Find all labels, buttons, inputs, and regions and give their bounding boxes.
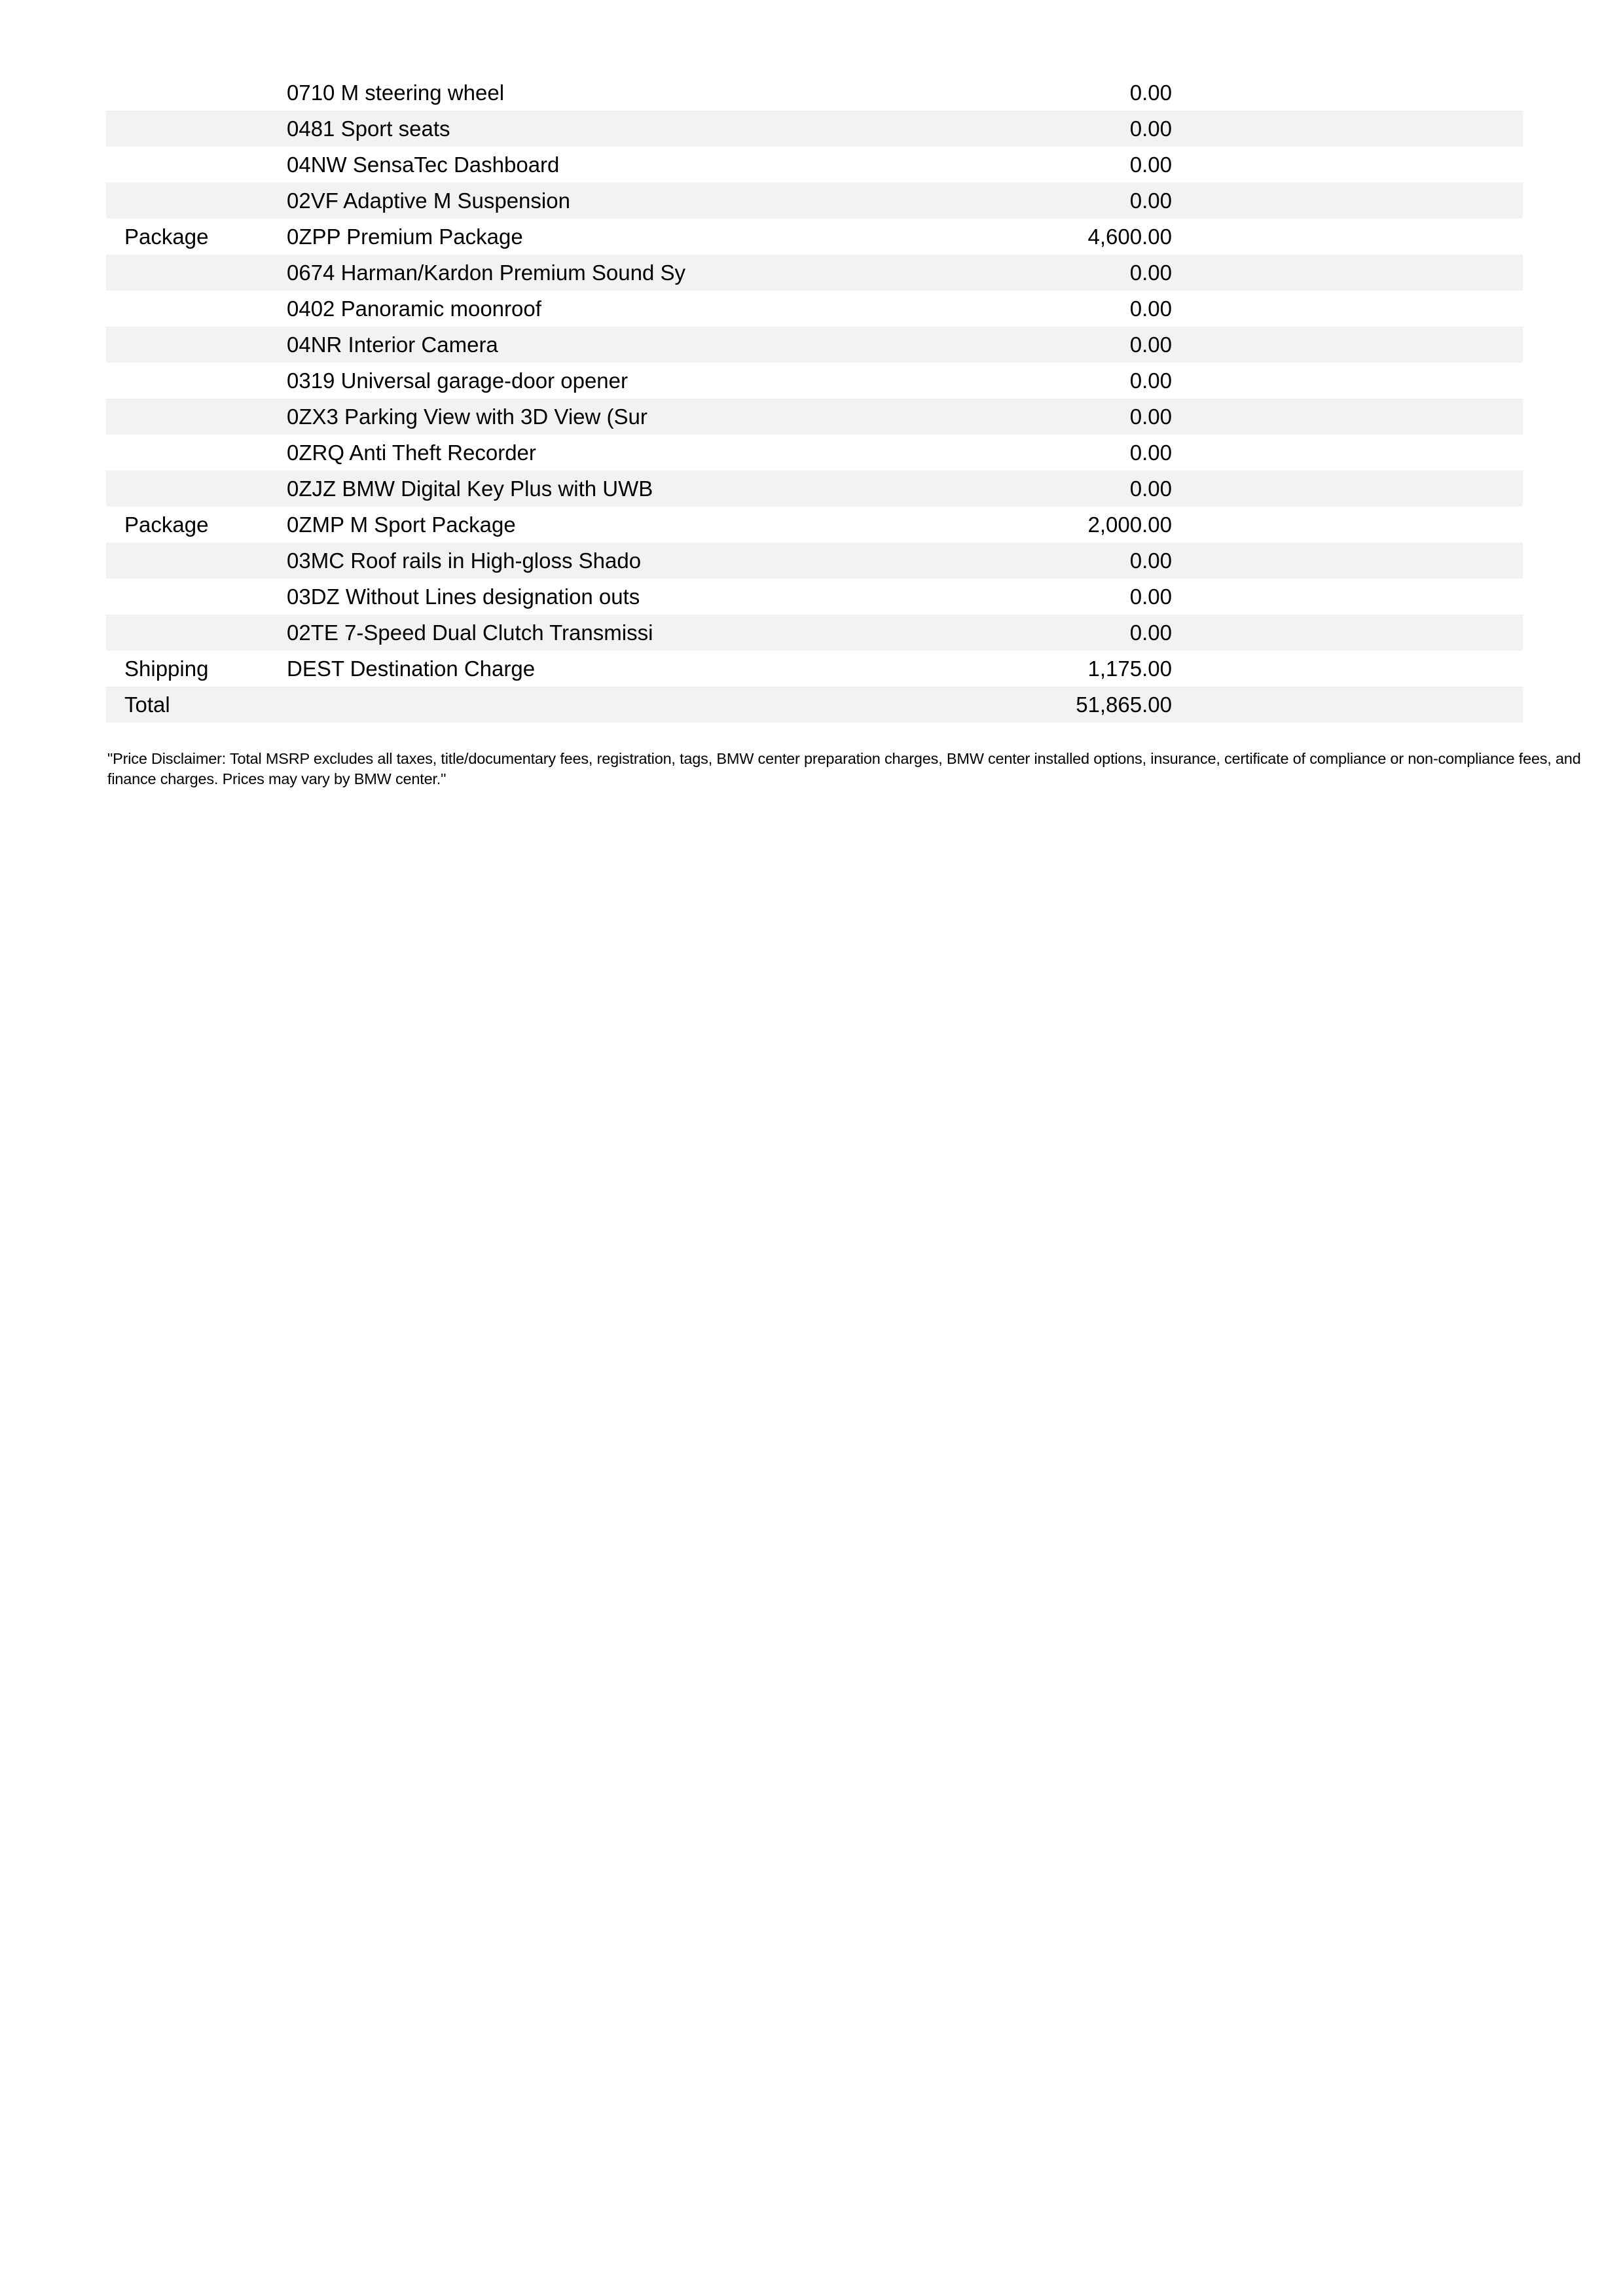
item-description-cell: 0ZRQ Anti Theft Recorder — [287, 440, 536, 465]
category-cell — [106, 291, 287, 327]
table-row — [106, 327, 1523, 363]
row-spacer — [1172, 255, 1523, 291]
category-cell: Package — [124, 512, 209, 537]
price-cell: 0.00 — [1129, 296, 1172, 321]
row-spacer — [1172, 687, 1523, 723]
item-description-cell: 0ZPP Premium Package — [287, 224, 523, 249]
row-spacer — [1172, 435, 1523, 471]
row-spacer — [1172, 507, 1523, 543]
price-cell: 0.00 — [1129, 117, 1172, 141]
table-row — [106, 363, 1523, 399]
row-spacer — [1172, 615, 1523, 651]
price-cell: 2,000.00 — [1087, 512, 1172, 537]
category-cell — [106, 399, 287, 435]
item-description-cell: 04NR Interior Camera — [287, 332, 498, 357]
item-description-cell: 0481 Sport seats — [287, 117, 450, 141]
category-cell — [106, 111, 287, 147]
category-cell — [106, 255, 287, 291]
table-row — [106, 543, 1523, 579]
category-cell: Package — [124, 224, 209, 249]
item-description-cell: 0ZMP M Sport Package — [287, 512, 516, 537]
options-price-table — [106, 75, 1523, 723]
table-row — [106, 615, 1523, 651]
price-cell: 0.00 — [1129, 152, 1172, 177]
item-description-cell: 03MC Roof rails in High-gloss Shado — [287, 548, 642, 573]
price-cell: 1,175.00 — [1087, 656, 1172, 681]
price-cell: 51,865.00 — [1076, 692, 1172, 717]
item-description-cell: 0ZJZ BMW Digital Key Plus with UWB — [287, 476, 653, 501]
table-row — [106, 183, 1523, 219]
table-row — [106, 579, 1523, 615]
table-row — [106, 255, 1523, 291]
category-cell — [106, 327, 287, 363]
price-cell: 0.00 — [1129, 260, 1172, 285]
table-row — [106, 291, 1523, 327]
item-description-cell: 03DZ Without Lines designation outs — [287, 584, 640, 609]
category-cell — [106, 543, 287, 579]
category-cell — [106, 363, 287, 399]
row-spacer — [1172, 75, 1523, 111]
row-spacer — [1172, 111, 1523, 147]
row-spacer — [1172, 543, 1523, 579]
price-cell: 0.00 — [1129, 548, 1172, 573]
row-spacer — [1172, 147, 1523, 183]
category-cell — [106, 183, 287, 219]
item-description-cell: 04NW SensaTec Dashboard — [287, 152, 560, 177]
row-spacer — [1172, 579, 1523, 615]
item-description-cell — [287, 687, 976, 723]
price-cell: 0.00 — [1129, 404, 1172, 429]
category-cell — [106, 147, 287, 183]
category-cell — [106, 579, 287, 615]
row-spacer — [1172, 291, 1523, 327]
row-spacer — [1172, 363, 1523, 399]
row-spacer — [1172, 471, 1523, 507]
item-description-cell: 0ZX3 Parking View with 3D View (Sur — [287, 404, 647, 429]
price-cell: 0.00 — [1129, 332, 1172, 357]
price-cell: 0.00 — [1129, 476, 1172, 501]
table-row — [106, 399, 1523, 435]
price-cell: 0.00 — [1129, 440, 1172, 465]
table-row — [106, 435, 1523, 471]
category-cell: Shipping — [124, 656, 209, 681]
price-cell: 4,600.00 — [1087, 224, 1172, 249]
table-row — [106, 111, 1523, 147]
row-spacer — [1172, 327, 1523, 363]
category-cell: Total — [124, 692, 170, 717]
item-description-cell: DEST Destination Charge — [287, 656, 536, 681]
item-description-cell: 02TE 7-Speed Dual Clutch Transmissi — [287, 620, 653, 645]
table-row — [106, 219, 1523, 255]
price-disclaimer: "Price Disclaimer: Total MSRP excludes all taxes, title/documentary fees, registration, tags, BMW center preparation charges, BMW center installed options, insurance, certificate of compliance or non-compliance fees, and finance charges. Prices may vary by BMW center." — [107, 750, 1581, 788]
price-cell: 0.00 — [1129, 620, 1172, 645]
row-spacer — [1172, 399, 1523, 435]
category-cell — [106, 471, 287, 507]
price-cell: 0.00 — [1129, 584, 1172, 609]
price-cell: 0.00 — [1129, 188, 1172, 213]
table-row — [106, 75, 1523, 111]
row-spacer — [1172, 183, 1523, 219]
item-description-cell: 02VF Adaptive M Suspension — [287, 188, 570, 213]
item-description-cell: 0319 Universal garage-door opener — [287, 368, 629, 393]
price-cell: 0.00 — [1129, 368, 1172, 393]
table-row — [106, 507, 1523, 543]
table-row — [106, 147, 1523, 183]
price-cell: 0.00 — [1129, 81, 1172, 105]
item-description-cell: 0674 Harman/Kardon Premium Sound Sy — [287, 260, 685, 285]
category-cell — [106, 435, 287, 471]
category-cell — [106, 615, 287, 651]
item-description-cell: 0402 Panoramic moonroof — [287, 296, 541, 321]
table-row — [106, 471, 1523, 507]
row-spacer — [1172, 651, 1523, 687]
table-row — [106, 687, 1523, 723]
row-spacer — [1172, 219, 1523, 255]
table-row — [106, 651, 1523, 687]
item-description-cell: 0710 M steering wheel — [287, 81, 505, 105]
category-cell — [106, 75, 287, 111]
